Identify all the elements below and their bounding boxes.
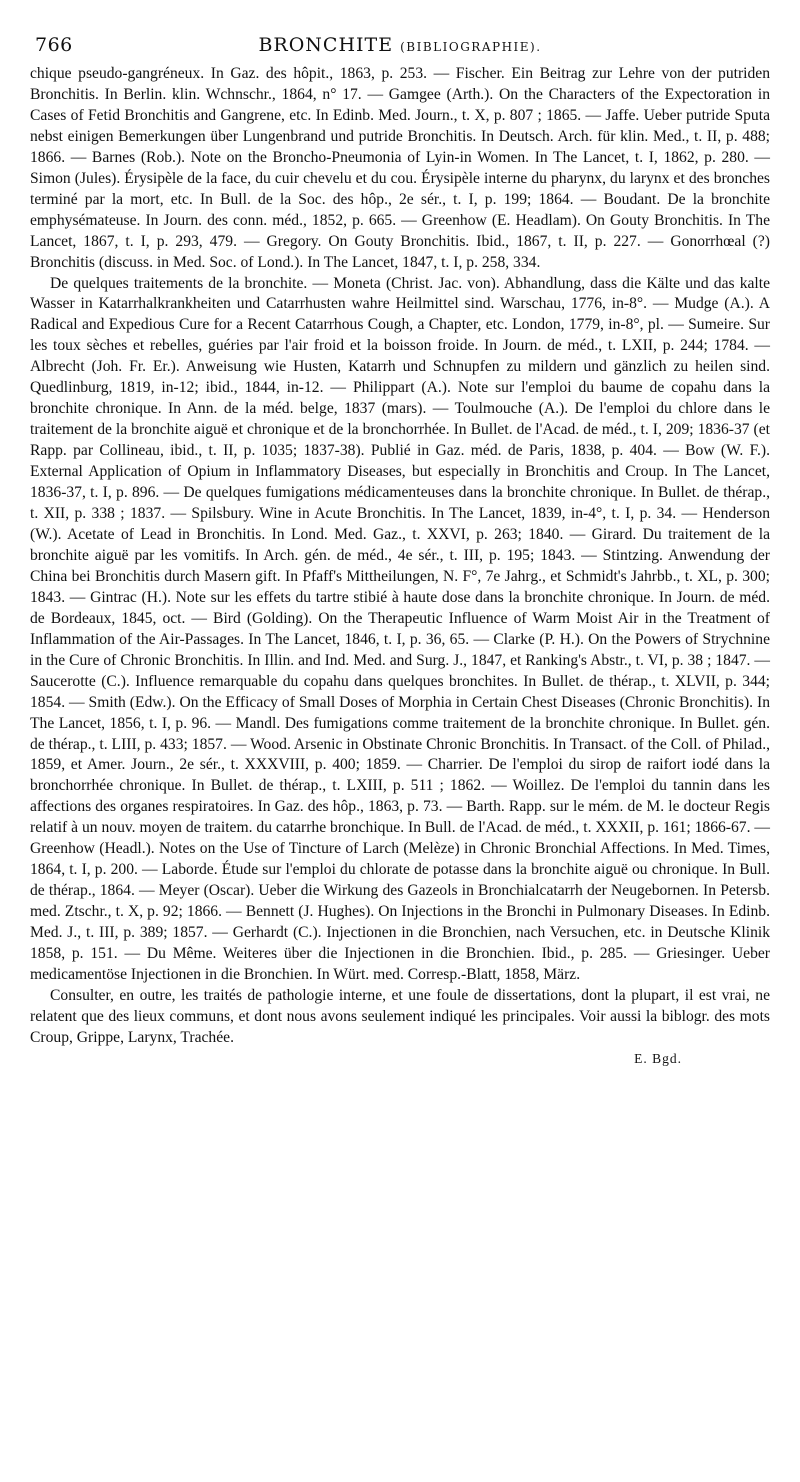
bibliography-paragraph-consult: Consulter, en outre, les traités de pathologie interne, et une foule de dissertations, dont la plupart, il est vrai, ne relatent que des lieux communs, et dont nous avons seulement indiqué les principales. Voir aussi la biblogr. des mots Croup, Grippe, Larynx, Trachée. (30, 986, 770, 1046)
running-head-title: BRONCHITE (258, 34, 394, 56)
author-signature: E. Bgd. (634, 1050, 682, 1066)
bibliography-body (30, 64, 770, 1049)
page-number: 766 (35, 34, 73, 56)
running-head-subtitle: (BIBLIOGRAPHIE). (400, 40, 542, 54)
page-header (30, 30, 770, 60)
bibliography-paragraph-continued: chique pseudo-gangréneux. In Gaz. des hôpit., 1863, p. 253. — Fischer. Ein Beitrag zur Lehre von der putriden Bronchitis. In Berlin. klin. Wchnschr., 1864, n° 17. — Gamgee (Arth.). On the Characters of the Expectoration in Cases of Fetid Bronchitis and Gangrene, etc. In Edinb. Med. Journ., t. X, p. 807 ; 1865. — Jaffe. Ueber putride Sputa nebst einigen Bemerkungen über Lungenbrand und putride Bronchitis. In Deutsch. Arch. für klin. Med., t. II, p. 488; 1866. — Barnes (Rob.). Note on the Broncho-Pneumonia of Lyin-in Women. In The Lancet, t. I, 1862, p. 280. — Simon (Jules). Érysipèle de la face, du cuir chevelu et du cou. Érysipèle interne du pharynx, du larynx et des bronches terminé par la mort, etc. In Bull. de la Soc. des hôp., 2e sér., t. I, p. 199; 1864. — Boudant. De la bronchite emphysémateuse. In Journ. des conn. méd., 1852, p. 665. — Greenhow (E. Headlam). On Gouty Bronchitis. In The Lancet, 1867, t. I, p. 293, 479. — Gregory. On Gouty Bronchitis. Ibid., 1867, t. II, p. 227. — Gonorrhœal (?) Bronchitis (discuss. in Med. Soc. of Lond.). In The Lancet, 1847, t. I, p. 258, 334. (30, 65, 770, 271)
running-head (30, 34, 770, 56)
bibliography-paragraph-treatments: De quelques traitements de la bronchite. — Moneta (Christ. Jac. von). Abhandlung, dass die Kälte und das kalte Wasser in Katarrhalkrankheiten und Catarrhusten wahre Heilmittel sind. Warschau, 1776, in-8°. — Mudge (A.). A Radical and Expedious Cure for a Recent Catarrhous Cough, a Chapter, etc. London, 1779, in-8°, pl. — Sumeire. Sur les toux sèches et rebelles, guéries par l'air froid et la boisson froide. In Journ. de méd., t. LXII, p. 244; 1784. — Albrecht (Joh. Fr. Er.). Anweisung wie Husten, Katarrh und Schnupfen zu mildern und gänzlich zu heilen sind. Quedlinburg, 1819, in-12; ibid., 1844, in-12. — Philippart (A.). Note sur l'emploi du baume de copahu dans la bronchite chronique. In Ann. de la méd. belge, 1837 (mars). — Toulmouche (A.). De l'emploi du chlore dans le traitement de la bronchite aiguë et chronique et de la bronchorrhée. In Bullet. de l'Acad. de méd., t. I, 209; 1836-37 (et Rapp. par Collineau, ibid., t. II, p. 1035; 1837-38). Publié in Gaz. méd. de Paris, 1838, p. 404. — Bow (W. F.). External Application of Opium in Inflammatory Diseases, but especially in Bronchitis and Croup. In The Lancet, 1836-37, t. I, p. 896. — De quelques fumigations médicamenteuses dans la bronchite chronique. In Bullet. de thérap., t. XII, p. 338 ; 1837. — Spilsbury. Wine in Acute Bronchitis. In The Lancet, 1839, in-4°, t. I, p. 34. — Henderson (W.). Acetate of Lead in Bronchitis. In Lond. Med. Gaz., t. XXVI, p. 263; 1840. — Girard. Du traitement de la bronchite aiguë par les vomitifs. In Arch. gén. de méd., 4e sér., t. III, p. 195; 1843. — Stintzing. Anwendung der China bei Bronchitis durch Masern gift. In Pfaff's Mittheilungen, N. F°, 7e Jahrg., et Schmidt's Jahrbb., t. XL, p. 300; 1843. — Gintrac (H.). Note sur les effets du tartre stibié à haute dose dans la bronchite chronique. In Journ. de méd. de Bordeaux, 1845, oct. — Bird (Golding). On the Therapeutic Influence of Warm Moist Air in the Treatment of Inflammation of the Air-Passages. In The Lancet, 1846, t. I, p. 36, 65. — Clarke (P. H.). On the Powers of Strychnine in the Cure of Chronic Bronchitis. In Illin. and Ind. Med. and Surg. J., 1847, et Ranking's Abstr., t. VI, p. 38 ; 1847. — Saucerotte (C.). Influence remarquable du copahu dans quelques bronchites. In Bullet. de thérap., t. XLVII, p. 344; 1854. — Smith (Edw.). On the Efficacy of Small Doses of Morphia in Certain Chest Diseases (Chronic Bronchitis). In The Lancet, 1856, t. I, p. 96. — Mandl. Des fumigations comme traitement de la bronchite chronique. In Bullet. gén. de thérap., t. LIII, p. 433; 1857. — Wood. Arsenic in Obstinate Chronic Bronchitis. In Transact. of the Coll. of Philad., 1859, et Amer. Journ., 2e sér., t. XXXVIII, p. 400; 1859. — Charrier. De l'emploi du sirop de raifort iodé dans la bronchorrhée chronique. In Bullet. de thérap., t. LXIII, p. 511 ; 1862. — Woillez. De l'emploi du tannin dans les affections des organes respiratoires. In Gaz. des hôp., 1863, p. 73. — Barth. Rapp. sur le mém. de M. le docteur Regis relatif à un nouv. moyen de traitem. du catarrhe bronchique. In Bull. de l'Acad. de méd., t. XXXII, p. 161; 1866-67. — Greenhow (Headl.). Notes on the Use of Tincture of Larch (Melèze) in Chronic Bronchial Affections. In Med. Times, 1864, t. I, p. 200. — Laborde. Étude sur l'emploi du chlorate de potasse dans la bronchite aiguë ou chronique. In Bull. de thérap., 1864. — Meyer (Oscar). Ueber die Wirkung des Gazeols in Bronchialcatarrh der Neugebornen. In Petersb. med. Ztschr., t. X, p. 92; 1866. — Bennett (J. Hughes). On Injections in the Bronchi in Pulmonary Diseases. In Edinb. Med. J., t. III, p. 389; 1857. — Gerhardt (C.). Injectionen in die Bronchien, nach Versuchen, etc. in Deutsche Klinik 1858, p. 151. — Du Même. Weiteres über die Injectionen in die Bronchien. Ibid., p. 285. — Griesinger. Ueber medicamentöse Injectionen in die Bronchien. In Würt. med. Corresp.-Blatt, 1858, März. (30, 274, 770, 983)
